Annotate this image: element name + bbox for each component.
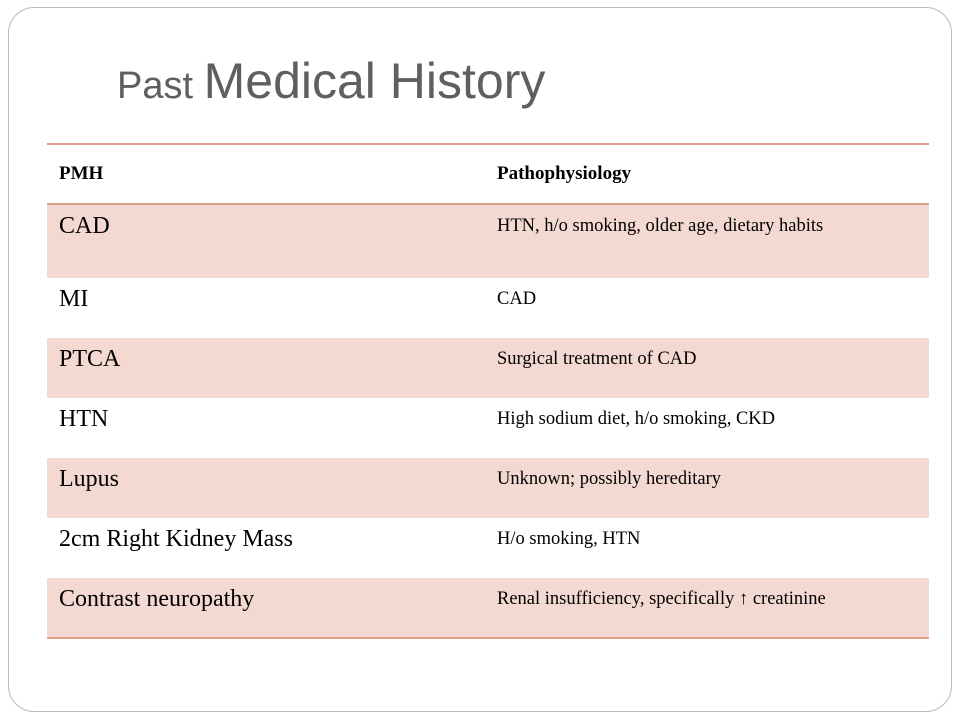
pmh-cell: HTN: [47, 398, 497, 458]
pmh-cell: Contrast neuropathy: [47, 578, 497, 638]
patho-cell: H/o smoking, HTN: [497, 518, 929, 578]
table-row: [47, 338, 929, 398]
title-part-1: Past: [117, 65, 204, 107]
table-header-row: [47, 144, 929, 204]
header-pathophysiology: Pathophysiology: [497, 144, 929, 204]
patho-cell: HTN, h/o smoking, older age, dietary habits: [497, 204, 929, 278]
table-row: [47, 458, 929, 518]
patho-cell: Renal insufficiency, specifically ↑ creatinine: [497, 578, 929, 638]
table-row: [47, 278, 929, 338]
patho-cell: Surgical treatment of CAD: [497, 338, 929, 398]
pmh-cell: 2cm Right Kidney Mass: [47, 518, 497, 578]
patho-cell: Unknown; possibly hereditary: [497, 458, 929, 518]
pmh-cell: PTCA: [47, 338, 497, 398]
table-row: [47, 398, 929, 458]
header-pmh: PMH: [47, 144, 497, 204]
pmh-cell: MI: [47, 278, 497, 338]
table-row: [47, 204, 929, 278]
pmh-cell: Lupus: [47, 458, 497, 518]
patho-cell: High sodium diet, h/o smoking, CKD: [497, 398, 929, 458]
title-part-2: Medical History: [203, 53, 546, 109]
patho-cell: CAD: [497, 278, 929, 338]
pmh-cell: CAD: [47, 204, 497, 278]
page-title: [117, 53, 546, 109]
table-row: [47, 578, 929, 638]
table-row: [47, 518, 929, 578]
pmh-table: [47, 143, 929, 639]
